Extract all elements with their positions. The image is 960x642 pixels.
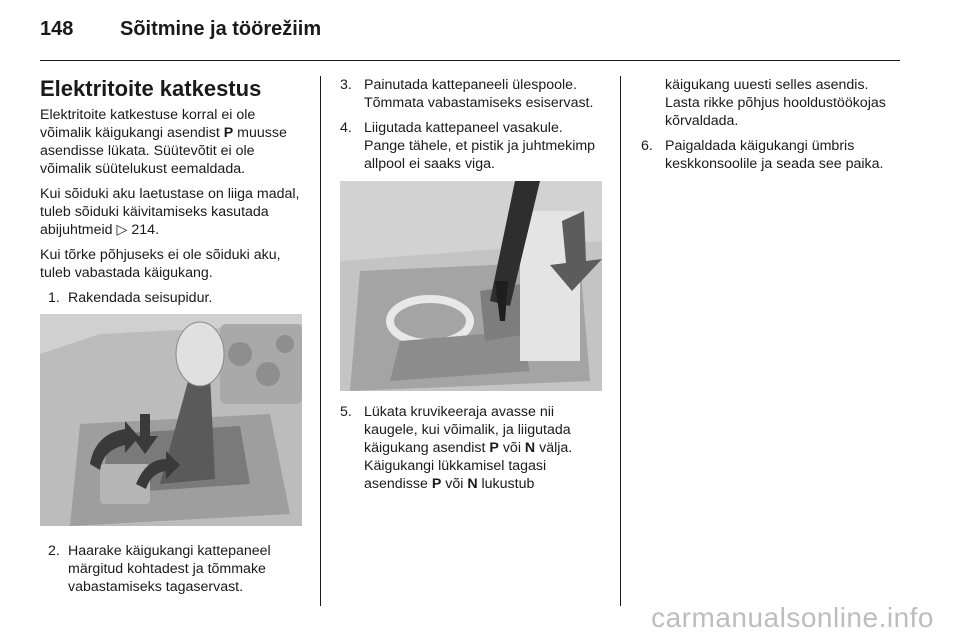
- screwdriver-drawing: [340, 181, 602, 391]
- step-number: 1.: [48, 290, 60, 306]
- step-text: Rakendada seisupidur.: [68, 290, 213, 306]
- page-reference-link[interactable]: 214: [131, 222, 156, 238]
- header-rule: [40, 60, 900, 61]
- step-3: [340, 76, 602, 112]
- step-number: 3.: [340, 77, 352, 93]
- step-5: [340, 403, 602, 493]
- chapter-title: Sõitmine ja töörežiim: [120, 18, 322, 40]
- step-number: 4.: [340, 120, 352, 136]
- paragraph-release-lever: Kui tõrke põhjuseks ei ole sõiduki aku, tuleb vabastada käigukang.: [40, 247, 281, 281]
- page-number: 148: [40, 18, 74, 40]
- gear-lever-illustration: [40, 314, 302, 526]
- step-text: Painutada kattepaneeli ülespoole. Tõmmata vabastamiseks esiservast.: [364, 77, 594, 111]
- column-divider: [320, 76, 321, 606]
- step-2: [40, 542, 302, 596]
- step-4: [340, 119, 602, 173]
- column-3: [641, 76, 903, 180]
- step-6: [641, 137, 903, 173]
- watermark: carmanualsonline.info: [651, 602, 934, 633]
- page-header: [40, 18, 321, 48]
- column-divider: [620, 76, 621, 606]
- column-2: [340, 76, 602, 500]
- step-text: Liigutada kattepaneel vasakule. Pange tähele, et pistik ja juhtmekimp allpool ei saaks viga.: [364, 120, 596, 172]
- step-text: Lükata kruvikeeraja avasse nii kaugele, kui võimalik, ja liigutada käigukang asendist P või N välja. Käigukangi lükkamisel tagasi asendisse P või N lukustub: [364, 404, 573, 492]
- page-ref-arrow-icon: ▷: [116, 222, 128, 238]
- gear-lever-drawing: [40, 314, 302, 526]
- step-number: 2.: [48, 543, 60, 559]
- section-title: Elektritoite katkestus: [40, 76, 262, 101]
- step-text: Paigaldada käigukangi ümbris keskkonsoolile ja seada see paika.: [665, 138, 884, 172]
- step-5-continuation: käigukang uuesti selles asendis. Lasta rikke põhjus hooldustöökojas kõrvaldada.: [665, 77, 886, 129]
- screwdriver-illustration: [340, 181, 602, 391]
- step-number: 5.: [340, 404, 352, 420]
- step-1: [40, 289, 302, 307]
- step-number: 6.: [641, 138, 653, 154]
- paragraph-battery: Kui sõiduki aku laetustase on liiga madal, tuleb sõiduki käivitamiseks kasutada abijuhtmeid ▷ 214.: [40, 186, 300, 238]
- step-text: Haarake käigukangi kattepaneel märgitud kohtadest ja tõmmake vabastamiseks tagaservast.: [68, 543, 271, 595]
- paragraph-power-failure: Elektritoite katkestuse korral ei ole võimalik käigukangi asendist P muusse asendisse lükata. Süütevõtit ei ole võimalik süütelukust eemaldada.: [40, 107, 287, 177]
- column-1: [40, 76, 302, 603]
